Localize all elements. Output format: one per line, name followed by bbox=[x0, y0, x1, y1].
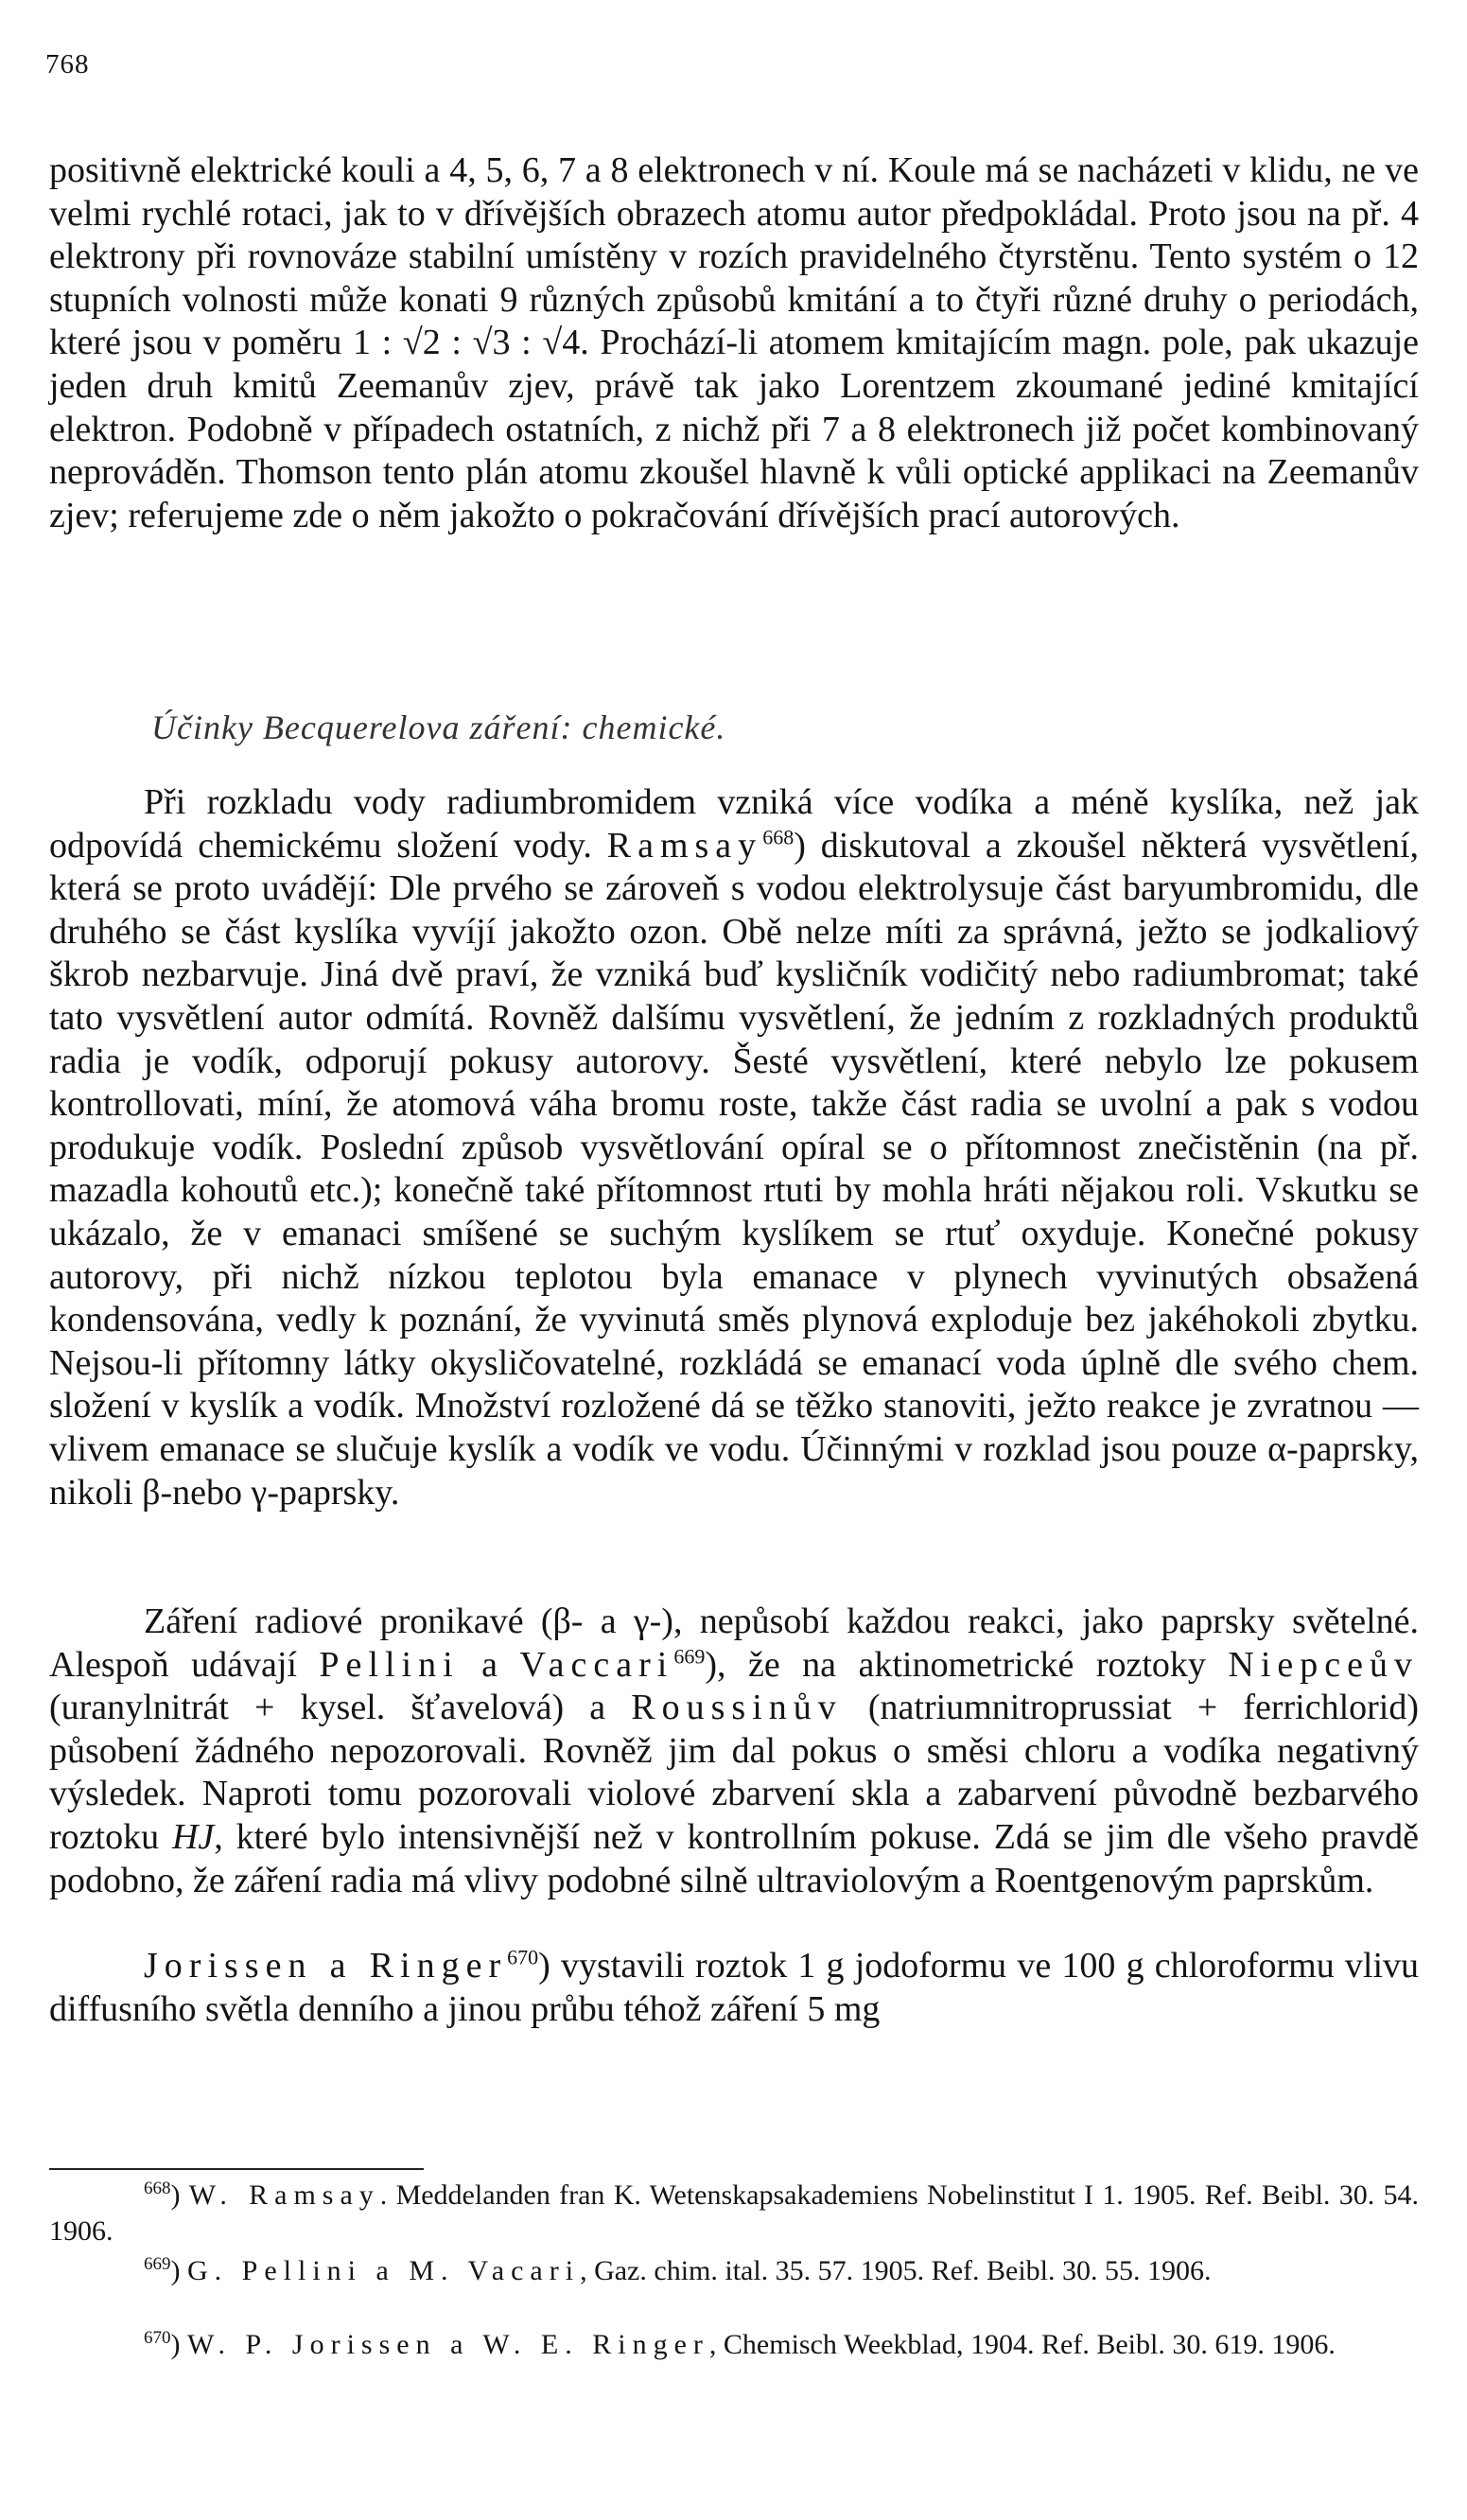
footnote-author: G. Pellini a M. Vacari bbox=[187, 2255, 581, 2286]
footnote-reference[interactable]: 669 bbox=[673, 1643, 706, 1668]
author-name: Vaccari bbox=[519, 1644, 674, 1685]
footnote-text: , Chemisch Weekblad, 1904. Ref. Beibl. 30. 619. 1906. bbox=[708, 2329, 1336, 2360]
paragraph-text: ) vystavili roztok 1 g jodoformu ve 100 g chloroformu vlivu diffusního světla denního a jinou průbu téhož záření 5 mg bbox=[49, 1946, 1420, 2029]
paragraph-text: ) diskutoval a zkoušel některá vysvětlení, která se proto uvádějí: Dle prvého se zároveň s vodou elektrolysuje část baryumbromidu, dle druhého se část kyslíka vyvíjí jakožto ozon. Obě nelze míti za správná, ježto se jodkaliový škrob nezbarvuje. Jiná dvě praví, že vzniká buď kysličník vodičitý nebo radiumbromat; také tato vysvětlení autor odmítá. Rovněž dalšímu vysvětlení, že jedním z rozkladných produktů radia je vodík, odporují pokusy autorovy. Šesté vysvětlení, které nebylo lze pokusem kontrollovati, míní, že atomová váha bromu roste, takže část radia se uvolní a pak s vodou produkuje vodík. Poslední způsob vysvětlování opíral se o přítomnost znečistěnin (na př. mazadla kohoutů etc.); konečně také přítomnost rtuti by mohla hráti nějakou roli. Vskutku se ukázalo, že v emanaci smíšené se suchým kyslíkem se rtuť oxyduje. Konečné pokusy autorovy, při nichž nízkou teplotou byla emanace v plynech vyvinutých obsažená kondensována, vedly k poznání, že vyvinutá směs plynová exploduje bez jakéhokoli zbytku. Nejsou-li přítomny látky okysličovatelné, rozkládá se emanací voda úplně dle svého chem. složení v kyslík a vodík. Množství rozložené dá se těžko stanoviti, ježto reakce je zvratnou — vlivem emanace se slučuje kyslík a vodík ve vodu. Účinnými v rozklad jsou pouze α-paprsky, nikoli β-nebo γ-paprsky. bbox=[49, 825, 1420, 1513]
paragraph-text: Při rozkladu vody radiumbromidem vzniká více vodíka a méně kyslíka, než jak odpovídá chemickému složení vody. bbox=[49, 782, 1419, 866]
section-heading: Účinky Becquerelova záření: chemické. bbox=[151, 709, 726, 746]
paragraph-text: (natriumnitroprussiat + ferrichlorid) působení žádného nepozorovali. Rovněž jim dal pokus o směsi chloru a vodíka negativný výsledek. Naproti tomu pozorovali violové zbarvení skla a zabarvení původně bezbarvého roztoku bbox=[49, 1688, 1420, 1857]
paragraph-text: , které bylo intensivnější než v kontrollním pokuse. Zdá se jim dle všeho pravdě podobno, že záření radia má vlivy podobné silně ultraviolovým a Roentgenovým paprskům. bbox=[49, 1816, 1419, 1900]
footnote-668: $^{668}$) W. Ramsay. Meddelanden fran K. Wetenskapsakademiens Nobelinstitut I 1. 1905. Ref. Beibl. 30. 54. 1906. bbox=[49, 2179, 1419, 2247]
paragraph-penetrating-radiation bbox=[49, 1601, 1419, 1902]
author-name: Pellini bbox=[319, 1644, 460, 1685]
footnote-label: 669 bbox=[144, 2254, 171, 2274]
footnote-reference[interactable]: 670 bbox=[507, 1945, 539, 1969]
paragraph-text: ), že na aktinometrické roztoky bbox=[705, 1644, 1229, 1685]
author-name: Ramsay bbox=[606, 825, 763, 866]
paragraph-text: Záření radiové pronikavé (β- a γ-), nepůsobí každou reakci, jako paprsky světelné. Alespoň udávají bbox=[49, 1601, 1419, 1685]
person-name: Niepceův bbox=[1228, 1644, 1419, 1685]
footnote-669: $^{669}$) G. Pellini a M. Vacari, Gaz. chim. ital. 35. 57. 1905. Ref. Beibl. 30. 55. 1906. bbox=[144, 2254, 1212, 2286]
footnote-text: , Gaz. chim. ital. 35. 57. 1905. Ref. Beibl. 30. 55. 1906. bbox=[580, 2255, 1212, 2286]
footnote-label: 670 bbox=[144, 2328, 171, 2348]
person-name: Roussinův bbox=[631, 1688, 843, 1728]
paragraph-text: (uranylnitrát + kysel. šťavelová) a bbox=[49, 1688, 632, 1728]
footnote-text: . Meddelanden fran K. Wetenskapsakademiens Nobelinstitut I 1. 1905. Ref. Beibl. 30. 54. 1906. bbox=[49, 2179, 1419, 2247]
paragraph-water-decomposition bbox=[49, 781, 1419, 1514]
paragraph-thomson-atom: positivně elektrické kouli a 4, 5, 6, 7 a 8 elektronech v ní. Koule má se nacházeti v klidu, ne ve velmi rychlé rotaci, jak to v dřívějších obrazech atomu autor předpokládal. Proto jsou na př. 4 elektrony při rovnováze stabilní umístěny v rozích pravidelného čtyrstěnu. Tento systém o 12 stupních volnosti může konati 9 různých způsobů kmitání a to čtyři různé druhy o periodách, které jsou v poměru 1 : √2 : √3 : √4. Prochází-li atomem kmitajícím magn. pole, pak ukazuje jeden druh kmitů Zeemanův zjev, právě tak jako Lorentzem zkoumané jediné kmitající elektron. Podobně v případech ostatních, z nichž při 7 a 8 elektronech již počet kombinovaný neprováděn. Thomson tento plán atomu zkoušel hlavně k vůli optické applikaci na Zeemanův zjev; referujeme zde o něm jakožto o pokračování dřívějších prací autorových. bbox=[49, 150, 1419, 535]
footnote-label: 668 bbox=[144, 2179, 171, 2198]
footnote-reference[interactable]: 668 bbox=[762, 824, 795, 849]
footnote-author: W. P. Jorissen a W. E. Ringer bbox=[187, 2329, 709, 2360]
chemical-formula: HJ bbox=[171, 1816, 215, 1857]
author-name: Jorissen a Ringer bbox=[144, 1946, 508, 1986]
paragraph-jorissen-ringer bbox=[49, 1945, 1419, 2031]
footnote-divider bbox=[49, 2168, 424, 2170]
paragraph-text: a bbox=[459, 1644, 520, 1685]
page-number: 768 bbox=[45, 49, 90, 79]
footnote-author: W. Ramsay bbox=[188, 2179, 380, 2211]
footnote-670: $^{670}$) W. P. Jorissen a W. E. Ringer, Chemisch Weekblad, 1904. Ref. Beibl. 30. 619. 1906. bbox=[144, 2328, 1336, 2360]
